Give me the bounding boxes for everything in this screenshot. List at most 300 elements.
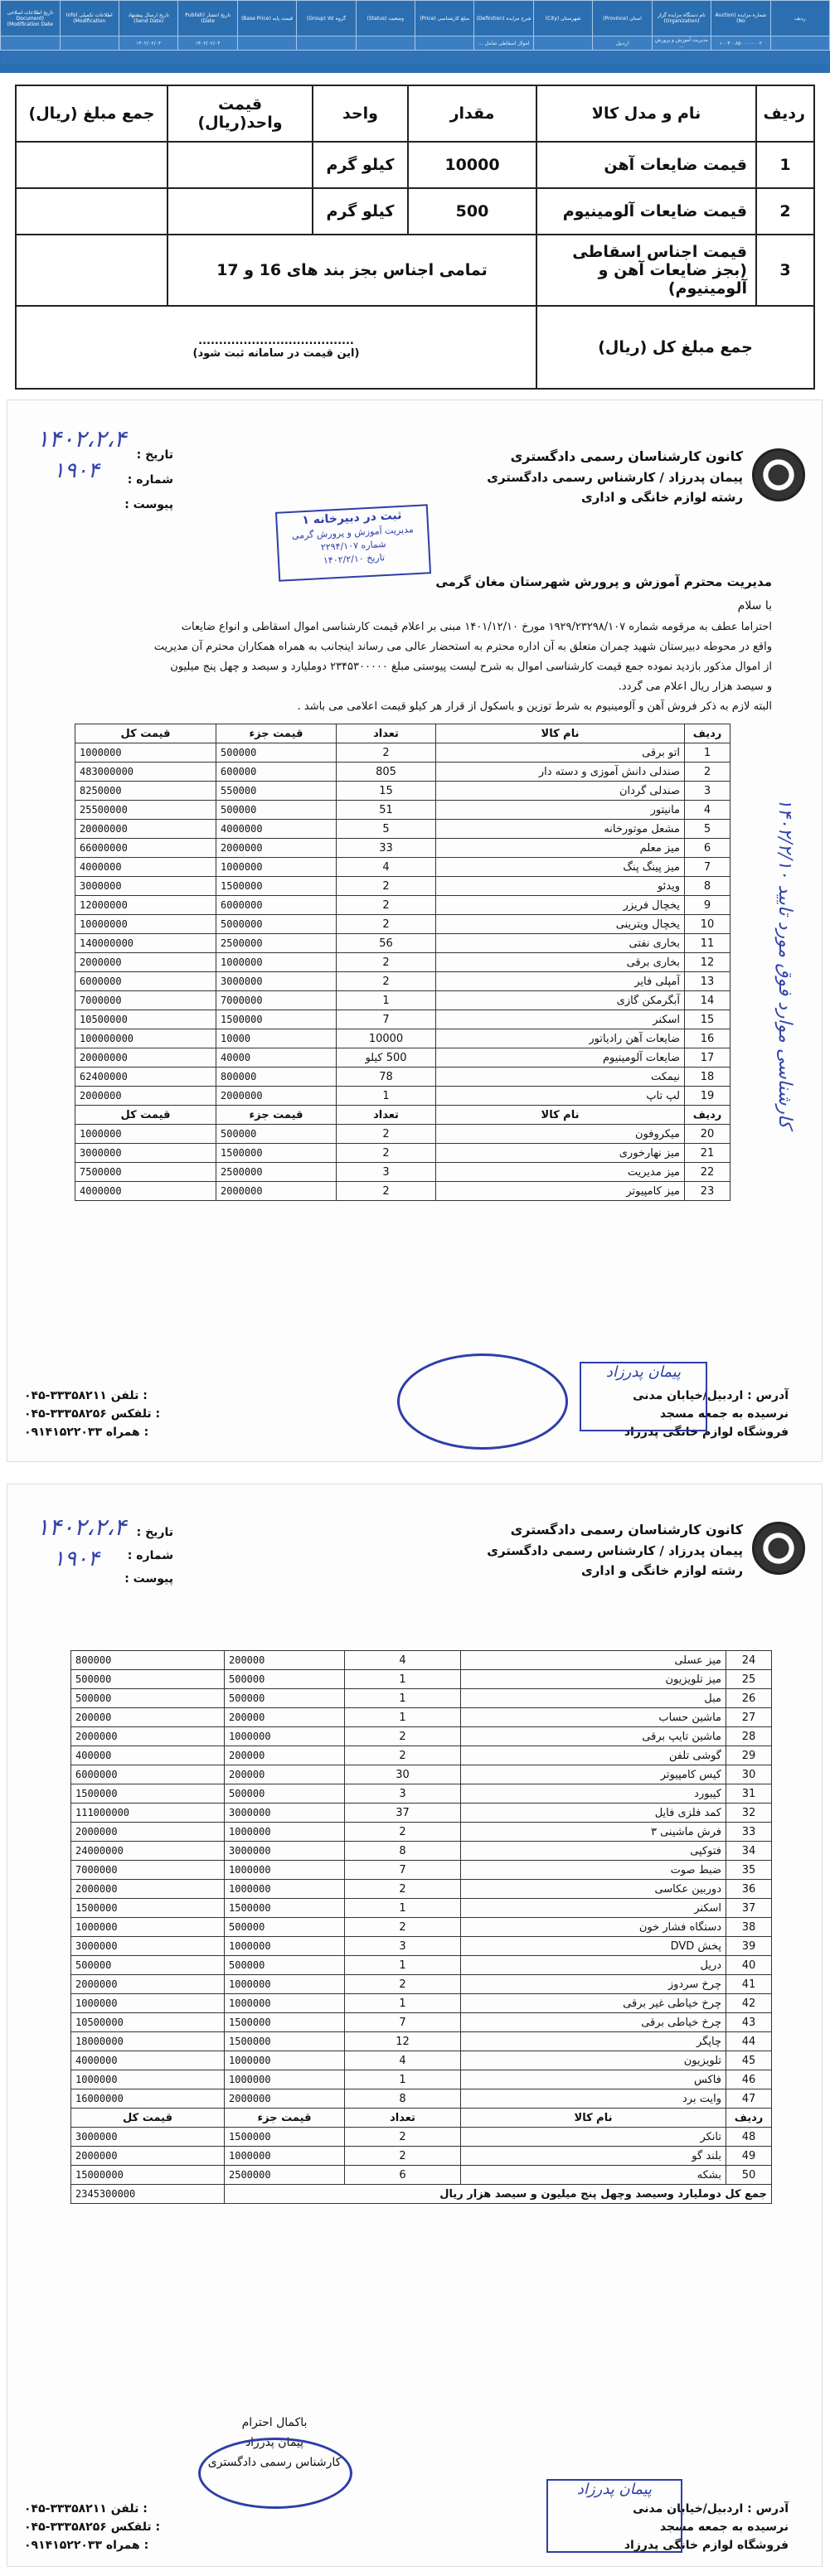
item-name: ماشین حساب (461, 1708, 726, 1727)
total-price: 2000000 (75, 953, 216, 972)
header-cell (1, 36, 61, 51)
header-cell: اردبیل (593, 36, 652, 51)
table-header-row (75, 1106, 730, 1125)
table-row (71, 2128, 772, 2147)
header-cell: ۱۴۰۲/۰۲/۰۴ (119, 36, 177, 51)
unit-price: 2000000 (216, 1182, 337, 1201)
header-column: شهرستان (City) (533, 1, 592, 36)
header-cell: ۱۴۰۲/۰۲/۰۴ (178, 36, 237, 51)
total-price: 24000000 (71, 1842, 225, 1861)
header-column: تاریخ اطلاعات اصلاحی (Document Modification Date) (1, 1, 61, 36)
row-number: 32 (726, 1804, 772, 1823)
table-row (75, 1010, 730, 1029)
header-column: شماره مزایده (Auction No) (711, 1, 770, 36)
table-row (71, 1956, 772, 1975)
header-column: شرح مزایده (Definition) (474, 1, 533, 36)
name-stamp: پیمان پدرزاد (546, 2479, 682, 2553)
table-row (75, 782, 730, 801)
row-number: 2 (685, 763, 730, 782)
row-number: 17 (685, 1048, 730, 1068)
margin-handwriting: ۱۴۰۲/۲/۱۰ کارشناسی موارد فوق مورد تایید (774, 798, 795, 1129)
item-name: صندلی دانش آموزی و دسته دار (436, 763, 685, 782)
item-name: مشعل موتورخانه (436, 820, 685, 839)
unit-price: 200000 (225, 1651, 345, 1670)
quantity: تعداد (337, 724, 436, 743)
item-name: نام کالا (436, 724, 685, 743)
row-number: 1 (685, 743, 730, 763)
row-number: 39 (726, 1937, 772, 1956)
unit-price: 1500000 (225, 1899, 345, 1918)
quantity: 7 (345, 1861, 461, 1880)
row-number: 16 (685, 1029, 730, 1048)
item-name: مبل (461, 1689, 726, 1708)
header-total: جمع مبلغ (ریال) (16, 85, 167, 142)
unit-price: 600000 (216, 763, 337, 782)
signature-icon (198, 2438, 352, 2509)
row-number: 24 (726, 1651, 772, 1670)
unit-price: 200000 (225, 1746, 345, 1765)
table-row (71, 2166, 772, 2185)
total-price: 800000 (71, 1651, 225, 1670)
row-number: 44 (726, 2032, 772, 2051)
header-item-name: نام و مدل کالا (536, 85, 756, 142)
row-number: 47 (726, 2089, 772, 2109)
row-number: 45 (726, 2051, 772, 2070)
table-row (71, 1765, 772, 1784)
table-row (75, 896, 730, 915)
unit-price: 500000 (216, 743, 337, 763)
row-number: 28 (726, 1727, 772, 1746)
table-row (71, 1651, 772, 1670)
table-row (75, 1048, 730, 1068)
total-price: قیمت کل (75, 1106, 216, 1125)
total-price: 500000 (71, 1689, 225, 1708)
unit-price: 1000000 (225, 1880, 345, 1899)
quantity: 500 کیلو (337, 1048, 436, 1068)
quantity: 2 (337, 915, 436, 934)
row-number: 25 (726, 1670, 772, 1689)
item-name: اسکنر (461, 1899, 726, 1918)
item-name: ماشین تایپ برقی (461, 1727, 726, 1746)
header-cell: ۱۰۰۴۰۰۸۵۰۰۰۰۰۰۰۲ (711, 36, 770, 51)
item-name: میکروفون (436, 1125, 685, 1144)
quantity: 7 (337, 1010, 436, 1029)
header-row-number: ردیف (756, 85, 814, 142)
total-cell[interactable] (16, 235, 167, 306)
quantity: 2 (345, 1746, 461, 1765)
row-number: 22 (685, 1163, 730, 1182)
item-name: تانکر (461, 2128, 726, 2147)
table-row (71, 1746, 772, 1765)
grand-total-value: 2345300000 (71, 2185, 225, 2204)
item-name: میز مدیریت (436, 1163, 685, 1182)
row-number: 14 (685, 991, 730, 1010)
unit-price: 3000000 (225, 1842, 345, 1861)
quantity: 1 (345, 1708, 461, 1727)
item-name: فرش ماشینی ۳ (461, 1823, 726, 1842)
quantity: 33 (337, 839, 436, 858)
row-number: 5 (685, 820, 730, 839)
quantity: 3 (345, 1784, 461, 1804)
total-price: 10500000 (71, 2013, 225, 2032)
unit-price: 1000000 (216, 953, 337, 972)
item-name: یخچال ویترینی (436, 915, 685, 934)
total-price: قیمت کل (75, 724, 216, 743)
item-spec-table (15, 85, 815, 390)
row-number: 31 (726, 1784, 772, 1804)
row-number: 20 (685, 1125, 730, 1144)
quantity: 2 (337, 953, 436, 972)
table-row (71, 1880, 772, 1899)
header-cell: مدیریت آموزش و پرورش ... (652, 36, 711, 51)
item-unit: کیلو گرم (313, 188, 408, 235)
quantity: 3 (337, 1163, 436, 1182)
total-price: 66000000 (75, 839, 216, 858)
grand-total-text: جمع کل دوملیارد وسیصد وچهل پنج میلیون و سیصد هزار ریال (225, 2185, 772, 2204)
field-line: رشته لوازم خانگی و اداری (581, 1563, 743, 1578)
quantity: 12 (345, 2032, 461, 2051)
header-cell (533, 36, 592, 51)
item-name: بخاری برقی (436, 953, 685, 972)
total-price: 1000000 (71, 1994, 225, 2013)
unit-price: 4000000 (216, 820, 337, 839)
item-name: لپ تاپ (436, 1087, 685, 1106)
table-row (71, 1899, 772, 1918)
row-number: 49 (726, 2147, 772, 2166)
header-column: استان (Province) (593, 1, 652, 36)
quantity: 2 (337, 877, 436, 896)
item-name: میز کامپیوتر (436, 1182, 685, 1201)
quantity: 2 (337, 1144, 436, 1163)
name-stamp: پیمان پدرزاد (580, 1362, 707, 1431)
unit-price: 3000000 (225, 1804, 345, 1823)
item-name: میز معلم (436, 839, 685, 858)
expert-name: پیمان پدرزاد / کارشناس رسمی دادگستری (487, 470, 743, 485)
row-number: 18 (685, 1068, 730, 1087)
item-name: بلند گو (461, 2147, 726, 2166)
quantity: 2 (337, 972, 436, 991)
quantity: 4 (345, 2051, 461, 2070)
logo-icon (752, 448, 805, 501)
item-name: قیمت ضایعات آهن (536, 142, 756, 188)
table-row (75, 1182, 730, 1201)
item-name: نام کالا (461, 2109, 726, 2128)
table-row (75, 820, 730, 839)
quantity: 2 (345, 2128, 461, 2147)
header-column: قیمت پایه (Base Price) (237, 1, 296, 36)
table-row (71, 2147, 772, 2166)
table-row (71, 1994, 772, 2013)
table-row (75, 953, 730, 972)
unit-price: 6000000 (216, 896, 337, 915)
unit-price: 1000000 (225, 2147, 345, 2166)
row-number: 36 (726, 1880, 772, 1899)
row-number: 3 (756, 235, 814, 306)
total-price: 6000000 (75, 972, 216, 991)
number-label: شماره : (127, 1549, 173, 1562)
item-name: چرخ خیاطی غیر برقی (461, 1994, 726, 2013)
total-price: 3000000 (71, 1937, 225, 1956)
table-row (75, 1087, 730, 1106)
quantity: 78 (337, 1068, 436, 1087)
row-number: 10 (685, 915, 730, 934)
unit-price: 1000000 (225, 2070, 345, 2089)
row-number: 9 (685, 896, 730, 915)
row-number: 8 (685, 877, 730, 896)
unit-price: 500000 (225, 1689, 345, 1708)
total-price: 20000000 (75, 820, 216, 839)
table-row (75, 763, 730, 782)
total-price: 1000000 (71, 2070, 225, 2089)
row-number: 48 (726, 2128, 772, 2147)
item-name: کمد فلزی فایل (461, 1804, 726, 1823)
item-name: صندلی گردان (436, 782, 685, 801)
quantity: تعداد (345, 2109, 461, 2128)
table-row (75, 858, 730, 877)
handwritten-number: ۱۹۰۴ (53, 1547, 100, 1571)
row-number: 43 (726, 2013, 772, 2032)
unit-price: 500000 (225, 1784, 345, 1804)
total-price: 2000000 (71, 1880, 225, 1899)
total-price: 6000000 (71, 1765, 225, 1784)
header-column: نام دستگاه مزایده گزار (Organization) (652, 1, 711, 36)
row-number: 21 (685, 1144, 730, 1163)
table-row (75, 1125, 730, 1144)
unit-price: 500000 (225, 1956, 345, 1975)
unit-price: 800000 (216, 1068, 337, 1087)
table-row (71, 1937, 772, 1956)
row-number: ردیف (726, 2109, 772, 2128)
item-name: نام کالا (436, 1106, 685, 1125)
unit-price: 1000000 (225, 1861, 345, 1880)
unit-price: 5000000 (216, 915, 337, 934)
unit-price-cell[interactable] (167, 142, 313, 188)
total-price: 62400000 (75, 1068, 216, 1087)
table-row (71, 2070, 772, 2089)
quantity: 2 (337, 896, 436, 915)
unit-price-cell[interactable] (167, 188, 313, 235)
unit-price: 1500000 (225, 2128, 345, 2147)
row-number: 3 (685, 782, 730, 801)
attach-label: پیوست : (124, 1572, 173, 1586)
grand-total-label: جمع مبلغ کل (ریال) (536, 306, 814, 389)
total-price: 3000000 (75, 1144, 216, 1163)
header-cell: اموال اسقاطی شامل ... (474, 36, 533, 51)
unit-price: 10000 (216, 1029, 337, 1048)
table-row (71, 1727, 772, 1746)
unit-price: 200000 (225, 1708, 345, 1727)
item-name: میز تلویزیون (461, 1670, 726, 1689)
quantity: 2 (345, 1975, 461, 1994)
quantity: 2 (337, 1182, 436, 1201)
items-table-2 (70, 1650, 772, 2204)
item-name: چرخ سردوز (461, 1975, 726, 1994)
header-cell (60, 36, 119, 51)
handwritten-date: ۱۴۰۲،۲،۴ (36, 1513, 127, 1541)
row-number: 29 (726, 1746, 772, 1765)
quantity: 2 (345, 1918, 461, 1937)
row-number: 15 (685, 1010, 730, 1029)
quantity: 1 (345, 2070, 461, 2089)
item-name: وایت برد (461, 2089, 726, 2109)
total-price: 10000000 (75, 915, 216, 934)
item-name: بشکه (461, 2166, 726, 2185)
table-header-row (75, 724, 730, 743)
total-price: 140000000 (75, 934, 216, 953)
item-name: پخش DVD (461, 1937, 726, 1956)
total-price: 7000000 (75, 991, 216, 1010)
quantity: 51 (337, 801, 436, 820)
row-number: 37 (726, 1899, 772, 1918)
row-number: 7 (685, 858, 730, 877)
header-column: اطلاعات تکمیلی (Info Modification) (60, 1, 119, 36)
item-name: بخاری نفتی (436, 934, 685, 953)
total-price: 3000000 (75, 877, 216, 896)
table-row (75, 877, 730, 896)
header-column: مبلغ کارشناسی (Price) (415, 1, 474, 36)
table-row (75, 991, 730, 1010)
row-number: 19 (685, 1087, 730, 1106)
total-cell[interactable] (16, 142, 167, 188)
item-name: فاکس (461, 2070, 726, 2089)
unit-price: 1500000 (225, 2013, 345, 2032)
quantity: 8 (345, 2089, 461, 2109)
greeting: با سلام (737, 599, 772, 613)
quantity: 805 (337, 763, 436, 782)
total-price: 1000000 (71, 1918, 225, 1937)
table-row (71, 1670, 772, 1689)
unit-price: 2000000 (216, 1087, 337, 1106)
quantity: 1 (345, 1899, 461, 1918)
total-price: 4000000 (75, 858, 216, 877)
item-name: آمپلی فایر (436, 972, 685, 991)
item-name: ضایعات آهن رادیاتور (436, 1029, 685, 1048)
total-price: 100000000 (75, 1029, 216, 1048)
grand-total-cell[interactable] (16, 306, 536, 389)
item-name: یخچال فریزر (436, 896, 685, 915)
unit-price: 500000 (225, 1670, 345, 1689)
logo-icon (752, 1522, 805, 1575)
quantity: تعداد (337, 1106, 436, 1125)
quantity: 8 (345, 1842, 461, 1861)
table-row (75, 801, 730, 820)
unit-price: 1500000 (216, 1144, 337, 1163)
item-name: دریل (461, 1956, 726, 1975)
unit-price: 1000000 (225, 1937, 345, 1956)
total-cell[interactable] (16, 188, 167, 235)
table-row (75, 1068, 730, 1087)
row-number: 34 (726, 1842, 772, 1861)
unit-price: 2500000 (225, 2166, 345, 2185)
header-quantity: مقدار (408, 85, 536, 142)
quantity: 1 (345, 1994, 461, 2013)
total-price: 8250000 (75, 782, 216, 801)
item-quantity: 10000 (408, 142, 536, 188)
unit-price: 550000 (216, 782, 337, 801)
header-cell (237, 36, 296, 51)
item-name: فتوکپی (461, 1842, 726, 1861)
item-name: ضایعات آلومینیوم (436, 1048, 685, 1068)
table-row (71, 1861, 772, 1880)
header-cell (415, 36, 474, 51)
unit-price: 500000 (216, 1125, 337, 1144)
total-price: 25500000 (75, 801, 216, 820)
table-row (71, 2032, 772, 2051)
quantity: 4 (337, 858, 436, 877)
quantity: 1 (345, 1689, 461, 1708)
item-name: مانیتور (436, 801, 685, 820)
item-name: دوربین عکاسی (461, 1880, 726, 1899)
row-number: 13 (685, 972, 730, 991)
total-price: 1500000 (71, 1899, 225, 1918)
table-row (75, 1144, 730, 1163)
item-name: گوشی تلفن (461, 1746, 726, 1765)
total-price: 18000000 (71, 2032, 225, 2051)
item-name: آبگرمکن گازی (436, 991, 685, 1010)
header-column: گروه کالا (Group) (297, 1, 356, 36)
unit-price: 200000 (225, 1765, 345, 1784)
item-note: تمامی اجناس بجز بند های 16 و 17 (167, 235, 536, 306)
row-number: 23 (685, 1182, 730, 1201)
quantity: 5 (337, 820, 436, 839)
unit-price: 40000 (216, 1048, 337, 1068)
closing-block: باکمال احترام پیمان پدرزاد کارشناس رسمی دادگستری (207, 2416, 342, 2469)
item-name: اتو برقی (436, 743, 685, 763)
quantity: 2 (345, 1880, 461, 1899)
quantity: 6 (345, 2166, 461, 2185)
item-name: قیمت ضایعات آلومینیوم (536, 188, 756, 235)
recipient: مدیریت محترم آموزش و پرورش شهرستان مغان گرمی (435, 574, 772, 589)
header-cell (297, 36, 356, 51)
items-table-1 (75, 724, 730, 1201)
unit-price: 2000000 (225, 2089, 345, 2109)
item-name: میز پینگ پنگ (436, 858, 685, 877)
letter-body: احتراما عطف به مرقومه شماره ۱۹۲۹/۲۳۲۹۸/۱۰۷ مورخ ۱۴۰۱/۱۲/۱۰ مبنی بر اعلام قیمت کارشناسی اموال اسقاطی و انواع ضایعات واقع در محوطه دبیرستان شهید چمران متعلق به آن اداره محترم به استحضار عالی می رساند اینجانب به همراه همکاران محترم آن مدیریت از اموال مذکور بازدید نموده جمع قیمت کارشناسی اموال به شرح لیست پیوستی مبلغ ۲۳۴۵۳۰۰۰۰۰ دوملیارد و سیصد و چهل پنج میلیون و سیصد هزار ریال اعلام می گردد. البته لازم به ذکر فروش آهن و آلومینیوم به شرط توزین و باسکول از قرار هر کیلو قیمت اعلامی می باشد . (153, 621, 772, 713)
header-cell (356, 36, 415, 51)
row-number: 4 (685, 801, 730, 820)
item-name: چاپگر (461, 2032, 726, 2051)
item-name: کیس کامپیوتر (461, 1765, 726, 1784)
unit-price: 1000000 (225, 1823, 345, 1842)
row-number: 26 (726, 1689, 772, 1708)
unit-price: 1000000 (225, 2051, 345, 2070)
quantity: 2 (345, 1823, 461, 1842)
row-number: ردیف (685, 1106, 730, 1125)
quantity: 2 (345, 2147, 461, 2166)
total-price: 400000 (71, 1746, 225, 1765)
unit-price: قیمت جزء (225, 2109, 345, 2128)
row-number: 33 (726, 1823, 772, 1842)
total-price: 111000000 (71, 1804, 225, 1823)
header-unit-price: قیمت واحد(ریال) (167, 85, 313, 142)
total-price: 4000000 (71, 2051, 225, 2070)
total-price: 2000000 (71, 1975, 225, 1994)
quantity: 2 (337, 1125, 436, 1144)
table-row (71, 1842, 772, 1861)
total-price: 500000 (71, 1956, 225, 1975)
row-number: 1 (756, 142, 814, 188)
item-name: ویدئو (436, 877, 685, 896)
total-price: 15000000 (71, 2166, 225, 2185)
unit-price: 1000000 (225, 1975, 345, 1994)
grand-total-note: (این قیمت در سامانه ثبت شود) (192, 347, 360, 360)
quantity: 2 (345, 1727, 461, 1746)
unit-price: 1500000 (216, 877, 337, 896)
total-price: 2000000 (71, 1823, 225, 1842)
footer-address: آدرس : اردبیل/خیابان مدنی نرسیده به جمعه مسجد فروشگاه لوازم خانگی پدرزاد (624, 1389, 789, 1439)
item-name: قیمت اجناس اسقاطی (بجز ضایعات آهن و آلومینیوم) (536, 235, 756, 306)
quantity: 1 (337, 1087, 436, 1106)
